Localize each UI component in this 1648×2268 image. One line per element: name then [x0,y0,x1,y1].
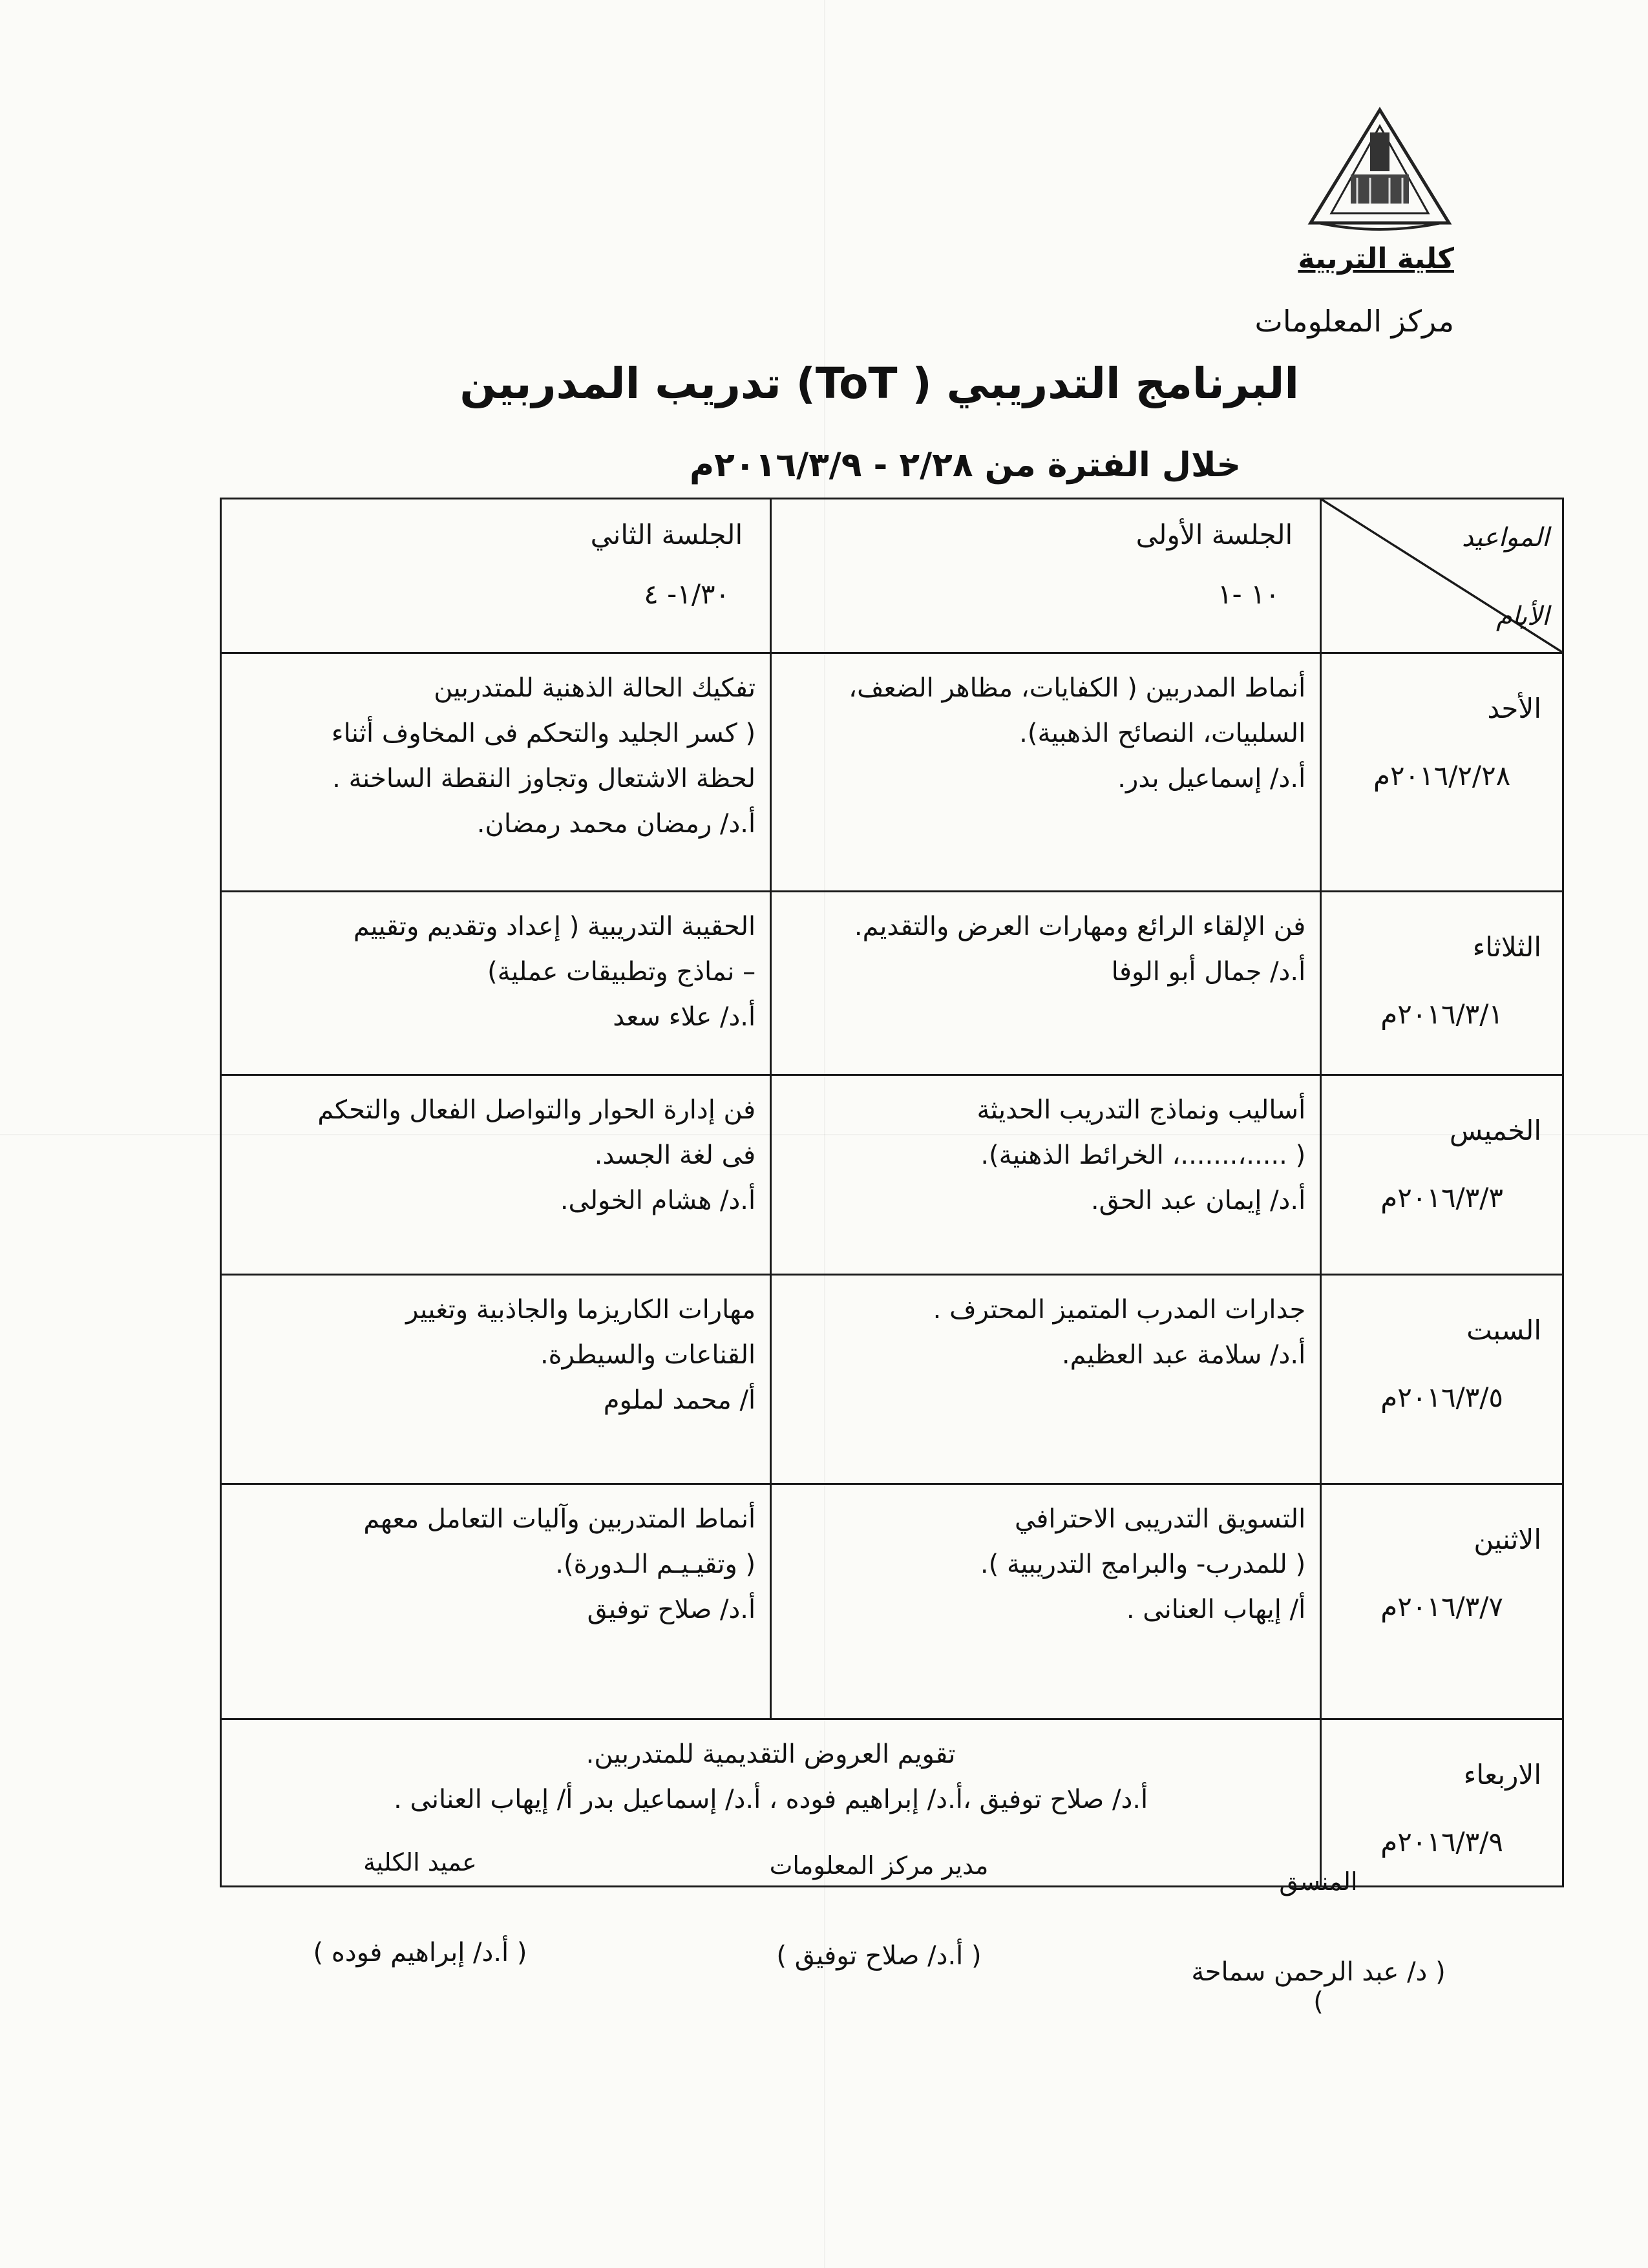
day-cell [1321,1484,1563,1719]
session1-cell [771,892,1321,1075]
session-line: أساليب ونماذج التدريب الحديثة [977,1095,1306,1125]
session-line: فن إدارة الحوار والتواصل الفعال والتحكم [317,1095,756,1125]
session-line: أ.د/ هشام الخولى. [560,1186,756,1215]
day-name: الاربعاء [1463,1759,1541,1790]
session-line: فن الإلقاء الرائع ومهارات العرض والتقديم. [854,912,1306,941]
session2-cell [221,1484,771,1719]
table-row [221,1075,1563,1275]
program-period: خلال الفترة من ٢/٢٨ - ٢٠١٦/٣/٩م [690,446,1241,485]
signature-role: المنسق [1279,1867,1358,1896]
faculty-name: كلية التربية [1298,242,1454,275]
day-date: ٢٠١٦/٣/٩م [1380,1825,1503,1858]
session1-title: الجلسة الأولى [1136,519,1293,551]
session2-cell [221,1075,771,1275]
day-date: ٢٠١٦/٣/٧م [1380,1590,1503,1622]
day-name: السبت [1466,1314,1541,1346]
session-line: التسويق التدريبى الاحترافي [1014,1504,1306,1534]
signature-name: ( د/ عبد الرحمن سماحة ) [1191,1957,1446,2017]
signature-name: ( أ.د/ إبراهيم فوده ) [313,1938,527,1968]
session-line: القناعات والسيطرة. [540,1340,756,1370]
session-line: أ.د/ سلامة عبد العظيم. [1061,1340,1306,1370]
session-line: أنماط المتدربين وآليات التعامل معهم [363,1504,756,1534]
session-line: أ.د/ جمال أبو الوفا [1111,957,1306,987]
session-line: أ.د/ إيمان عبد الحق. [1090,1186,1306,1215]
session-line: فى لغة الجسد. [594,1140,756,1170]
schedule-table [220,498,1564,1887]
session1-cell [771,1275,1321,1484]
session-line: ( للمدرب- والبرامج التدريبية ). [980,1549,1306,1579]
corner-label-days: الأيام [1495,602,1549,631]
session-line: ( .....،.......، الخرائط الذهنية). [980,1140,1306,1170]
center-name: مركز المعلومات [1254,304,1454,339]
session-line: مهارات الكاريزما والجاذبية وتغيير [406,1295,756,1325]
signature-director [717,1851,1041,1971]
session2-cell [221,1275,771,1484]
session-line: أ/ إيهاب العنانى . [1126,1595,1306,1624]
session-line: السلبيات، النصائح الذهبية). [1019,719,1306,748]
table-row [221,892,1563,1075]
session-line: تفكيك الحالة الذهنية للمتدربين [434,673,756,703]
signature-coordinator [1183,1867,1454,2017]
day-cell [1321,1275,1563,1484]
session-line: جدارات المدرب المتميز المحترف . [933,1295,1306,1325]
session1-cell [771,653,1321,892]
session-line: أ/ محمد لملوم [603,1385,756,1415]
day-date: ٢٠١٦/٣/١م [1380,998,1503,1030]
signature-role: مدير مركز المعلومات [769,1851,989,1880]
table-row [221,653,1563,892]
day-cell [1321,892,1563,1075]
table-row [221,1484,1563,1719]
day-name: الخميس [1449,1115,1541,1146]
session2-title: الجلسة الثاني [590,519,743,551]
day-cell [1321,1075,1563,1275]
session1-time: ١٠ -١ [1217,578,1280,610]
signature-name: ( أ.د/ صلاح توفيق ) [776,1941,982,1971]
corner-header-cell [1321,499,1563,653]
table-row [221,1275,1563,1484]
day-date: ٢٠١٦/٣/٥م [1380,1381,1503,1413]
session2-cell [221,892,771,1075]
university-logo [1305,107,1454,233]
session-line: الحقيبة التدريبية ( إعداد وتقديم وتقييم [353,912,756,941]
session1-header [771,499,1321,653]
session-line: أنماط المدربين ( الكفايات، مظاهر الضعف، [849,673,1306,703]
day-cell [1321,653,1563,892]
day-name: الثلاثاء [1472,931,1541,963]
session-line: – نماذج وتطبيقات عملية) [487,957,756,987]
session1-cell [771,1484,1321,1719]
session-line: أ.د/ صلاح توفيق [587,1595,756,1624]
session-line: لحظة الاشتعال وتجاوز النقطة الساخنة . [332,764,756,793]
session-line: أ.د/ علاء سعد [613,1002,756,1032]
session2-header [221,499,771,653]
day-name: الاثنين [1474,1524,1541,1555]
signature-role: عميد الكلية [363,1848,477,1876]
corner-label-times: المواعيد [1461,523,1549,552]
page-title: البرنامج التدريبي ( ToT) تدريب المدربين [460,359,1299,408]
table-header-row [221,499,1563,653]
signature-dean [271,1848,569,1968]
session-line: ( كسر الجليد والتحكم فى المخاوف أثناء [331,719,756,748]
day-date: ٢٠١٦/٣/٣م [1380,1181,1503,1213]
session-line: أ.د/ صلاح توفيق ،أ.د/ إبراهيم فوده ، أ.د/ إسماعيل بدر أ/ إيهاب العنانى . [394,1785,1148,1814]
session-line: أ.د/ رمضان محمد رمضان. [476,809,756,839]
session-line: ( وتقيـيـم الـدورة). [555,1549,756,1579]
session2-cell [221,653,771,892]
session-line: أ.د/ إسماعيل بدر. [1117,764,1306,793]
session-line: تقويم العروض التقديمية للمتدربين. [586,1739,956,1769]
day-name: الأحد [1487,693,1541,724]
session2-time: ١/٣٠- ٤ [644,578,730,610]
session1-cell [771,1075,1321,1275]
day-date: ٢٠١٦/٢/٢٨م [1373,759,1511,792]
day-cell [1321,1719,1563,1887]
